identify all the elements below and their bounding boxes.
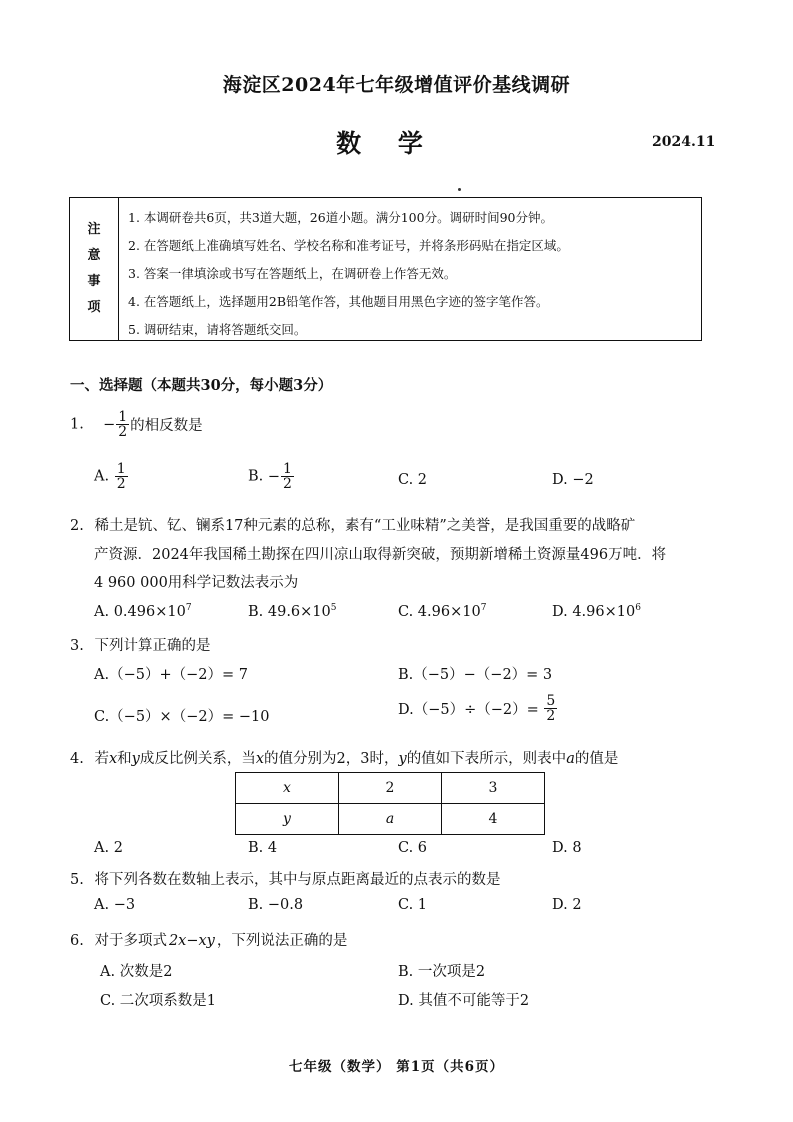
exam-date: 2024.11 [652, 134, 716, 150]
notice-label-char: 事 [87, 274, 101, 289]
math-variable: x [108, 751, 118, 767]
option-label: B. [248, 468, 264, 485]
fraction [281, 462, 294, 491]
notice-list [128, 204, 697, 344]
page-footer: 七年级（数学） 第1页（共6页） [289, 1059, 504, 1075]
q6-option-a: A. 次数是2 [100, 964, 173, 980]
question-text: 稀土是钪、钇、镧系17种元素的总称，素有“工业味精”之美誉，是我国重要的战略矿 [94, 518, 636, 534]
exponent: 7 [480, 603, 487, 613]
print-dot [458, 188, 461, 191]
q6-option-c: C. 二次项系数是1 [100, 993, 217, 1009]
q1-option-b [248, 462, 295, 491]
option-text: D.（−5）÷（−2）= [398, 702, 539, 718]
question-number: 2. [70, 518, 84, 534]
q3-option-d [398, 694, 558, 723]
question-3-stem [70, 634, 210, 655]
question-text: 对于多项式 [94, 933, 167, 949]
table-cell: a [339, 804, 442, 835]
question-5-stem [70, 868, 500, 889]
q5-option-c: C. 1 [398, 897, 428, 913]
q4-option-d: D. 8 [552, 840, 582, 856]
question-text: 的相反数是 [130, 418, 203, 434]
table-cell: 2 [339, 773, 442, 804]
notice-item: 4. 在答题纸上，选择题用2B铅笔作答，其他题目用黑色字迹的签字笔作答。 [128, 294, 549, 309]
q1-option-a [94, 462, 129, 491]
fraction-numerator: 1 [118, 409, 128, 425]
fraction [544, 694, 557, 723]
table-cell: 4 [442, 804, 545, 835]
math-expression: 2x−xy [168, 933, 215, 949]
question-text: 的值分别为2，3时， [264, 751, 399, 767]
notice-item: 1. 本调研卷共6页，共3道大题，26道小题。满分100分。调研时间90分钟。 [128, 210, 553, 225]
q2-option-a [94, 603, 192, 620]
question-text: 的值如下表所示，则表中 [406, 751, 567, 767]
exponent: 7 [185, 603, 192, 613]
notice-label-char: 意 [87, 248, 101, 263]
minus-sign: − [267, 468, 281, 485]
q5-option-d: D. 2 [552, 897, 582, 913]
q1-option-c: C. 2 [398, 472, 428, 488]
fraction-denominator: 2 [546, 708, 556, 724]
fraction-denominator: 2 [118, 424, 128, 440]
q4-value-table [235, 772, 545, 835]
question-number: 4. [70, 751, 84, 767]
notice-item: 2. 在答题纸上准确填写姓名、学校名称和准考证号，并将条形码贴在指定区域。 [128, 238, 569, 253]
question-2-text-line: 产资源．2024年我国稀土勘探在四川凉山取得新突破，预期新增稀土资源量496万吨．将 [94, 547, 667, 563]
fraction-denominator: 2 [283, 476, 292, 492]
question-2-text-line: 4 960 000用科学记数法表示为 [94, 575, 299, 591]
minus-sign: − [103, 416, 116, 433]
q3-option-c: C.（−5）×（−2）= −10 [94, 709, 270, 725]
question-number: 3. [70, 638, 84, 654]
question-text: 的值是 [574, 751, 619, 767]
question-text: 若 [94, 751, 109, 767]
option-text: A. 0.496×10 [94, 603, 186, 620]
q2-option-c [398, 603, 486, 620]
question-text: 将下列各数在数轴上表示，其中与原点距离最近的点表示的数是 [94, 872, 501, 888]
question-number: 6. [70, 933, 84, 949]
q4-option-b: B. 4 [248, 840, 278, 856]
notice-item: 5. 调研结束，请将答题纸交回。 [128, 322, 307, 337]
fraction [116, 410, 129, 439]
q4-option-c: C. 6 [398, 840, 428, 856]
math-variable: y [131, 751, 140, 767]
notice-label-char: 项 [87, 300, 101, 315]
q4-option-a: A. 2 [94, 840, 123, 856]
math-variable: a [566, 751, 575, 767]
question-4-stem [70, 747, 618, 768]
q6-option-b: B. 一次项是2 [398, 964, 486, 980]
exponent: 6 [635, 603, 641, 613]
fraction [115, 462, 128, 491]
fraction-numerator: 1 [283, 461, 292, 477]
option-label: A. [94, 468, 110, 485]
notice-box [69, 197, 702, 341]
option-text: C. 4.96×10 [398, 603, 481, 620]
section-heading: 一、选择题（本题共30分，每小题3分） [70, 377, 333, 394]
notice-item: 3. 答案一律填涂或书写在答题纸上，在调研卷上作答无效。 [128, 266, 457, 281]
math-variable: y [398, 751, 407, 767]
q2-option-b [248, 603, 337, 620]
question-number: 5. [70, 872, 84, 888]
table-row [236, 804, 545, 835]
option-text: D. 4.96×10 [552, 603, 636, 620]
math-variable: x [255, 751, 265, 767]
q3-option-b: B.（−5）−（−2）= 3 [398, 667, 553, 683]
question-1-stem [70, 410, 203, 439]
question-number: 1. [70, 416, 84, 433]
question-text: ，下列说法正确的是 [216, 933, 348, 949]
q6-option-d: D. 其值不可能等于2 [398, 993, 530, 1009]
question-6-stem [70, 929, 347, 950]
table-row [236, 773, 545, 804]
table-cell: x [236, 773, 339, 804]
question-text: 下列计算正确的是 [94, 638, 211, 654]
q3-option-a: A.（−5）+（−2）= 7 [94, 667, 248, 683]
fraction-numerator: 1 [116, 461, 126, 477]
table-cell: y [236, 804, 339, 835]
question-text: 和 [117, 751, 132, 767]
q5-option-b: B. −0.8 [248, 897, 304, 913]
option-text: B. 49.6×10 [248, 603, 331, 620]
q5-option-a: A. −3 [94, 897, 136, 913]
page-title: 海淀区2024年七年级增值评价基线调研 [222, 74, 571, 96]
question-2-stem [70, 514, 635, 535]
question-text: 成反比例关系，当 [139, 751, 256, 767]
q1-option-d: D. −2 [552, 472, 594, 488]
q2-option-d [552, 603, 641, 620]
notice-label [70, 198, 119, 340]
subject-heading: 数 学 [336, 129, 437, 158]
fraction-numerator: 5 [546, 693, 556, 709]
exponent: 5 [330, 603, 337, 613]
notice-label-char: 注 [87, 222, 101, 237]
table-cell: 3 [442, 773, 545, 804]
fraction-denominator: 2 [116, 476, 126, 492]
